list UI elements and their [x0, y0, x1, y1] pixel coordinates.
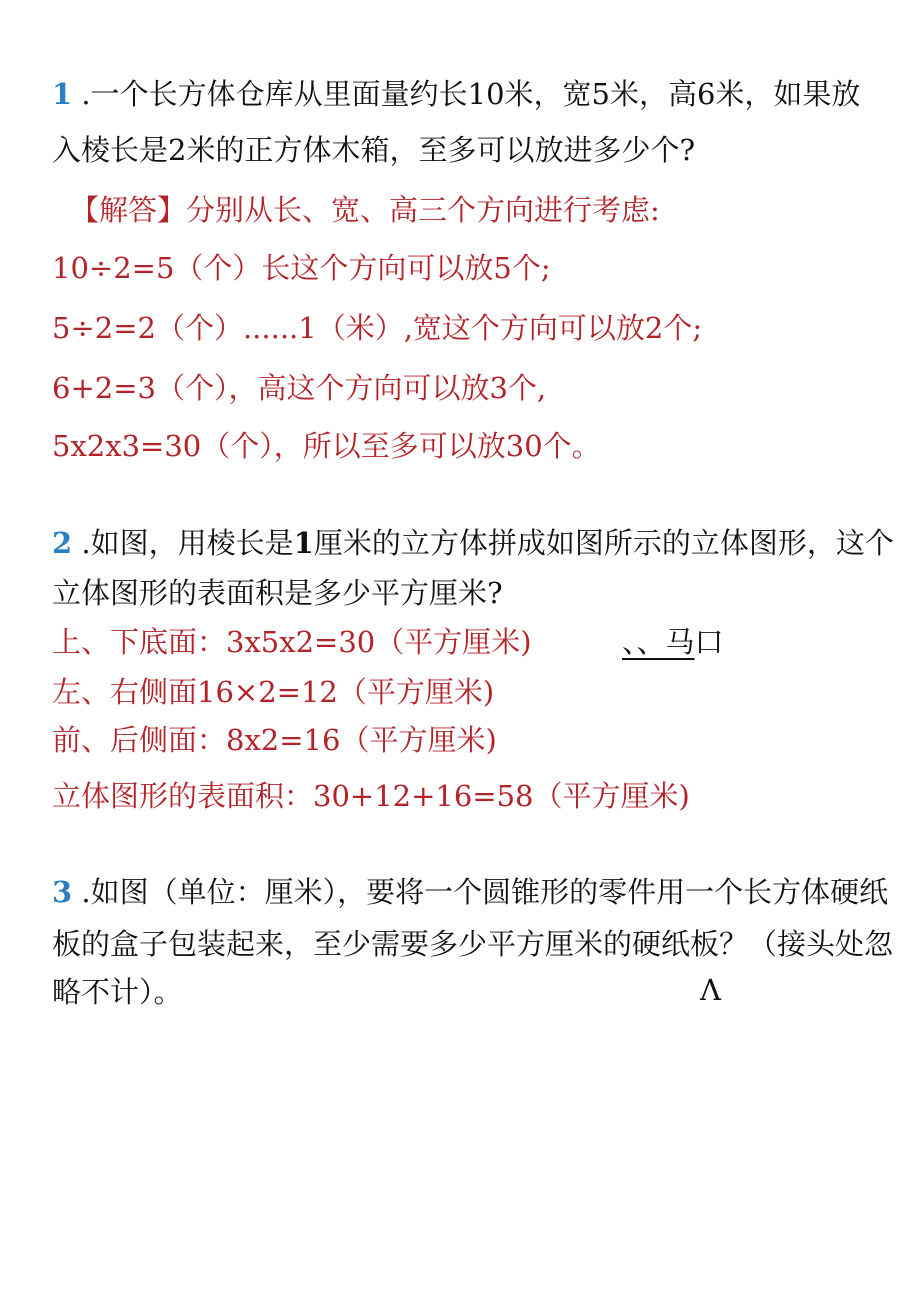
- q2-figure-label-tail: 口: [694, 625, 724, 659]
- q3-line3: 略不计）。: [52, 975, 183, 1009]
- q2-text-b: 1: [293, 526, 314, 560]
- q2-line2: 立体图形的表面积是多少平方厘米?: [52, 576, 503, 610]
- q3-number: 3: [52, 875, 73, 909]
- q1-answer-3: 6+2=3（个），高这个方向可以放3个,: [52, 371, 547, 405]
- q2-line1: [52, 523, 894, 563]
- q3-figure-label: Λ: [700, 973, 721, 1007]
- q2-text-a: .如图，用棱长是: [72, 526, 294, 560]
- q2-answer-1: 左、右侧面16×2=12（平方厘米): [52, 675, 495, 709]
- q2-answer-3: 立体图形的表面积：30+12+16=58（平方厘米): [52, 779, 690, 813]
- q2-number: 2: [52, 526, 73, 560]
- q1-answer-0: 【解答】分别从长、宽、高三个方向进行考虑:: [70, 193, 660, 227]
- q1-answer-2: 5÷2=2（个）......1（米）,宽这个方向可以放2个;: [52, 311, 703, 345]
- q1-text-line1: .一个长方体仓库从里面量约长10米，宽5米，高6米，如果放: [72, 77, 861, 111]
- q2-figure-label: [622, 622, 724, 662]
- q2-text-c: 厘米的立方体拼成如图所示的立体图形，这个: [313, 526, 894, 560]
- q1-number: 1: [52, 77, 73, 111]
- q2-answer-2: 前、后侧面：8x2=16（平方厘米): [52, 723, 497, 757]
- q3-text-line1: .如图（单位：厘米），要将一个圆锥形的零件用一个长方体硬纸: [72, 875, 889, 909]
- q2-figure-label-underlined: 、、马: [622, 625, 695, 659]
- q1-answer-4: 5x2x3=30（个），所以至多可以放30个。: [52, 429, 601, 463]
- q1-answer-1: 10÷2=5（个）长这个方向可以放5个;: [52, 251, 551, 285]
- q3-line2: 板的盒子包装起来，至少需要多少平方厘米的硬纸板？（接头处忽: [52, 927, 894, 961]
- q3-line1: [52, 872, 888, 912]
- q2-answer-0: 上、下底面：3x5x2=30（平方厘米): [52, 625, 532, 659]
- q1-line1: [52, 74, 860, 114]
- q1-line2: 入棱长是2米的正方体木箱，至多可以放进多少个?: [52, 133, 695, 167]
